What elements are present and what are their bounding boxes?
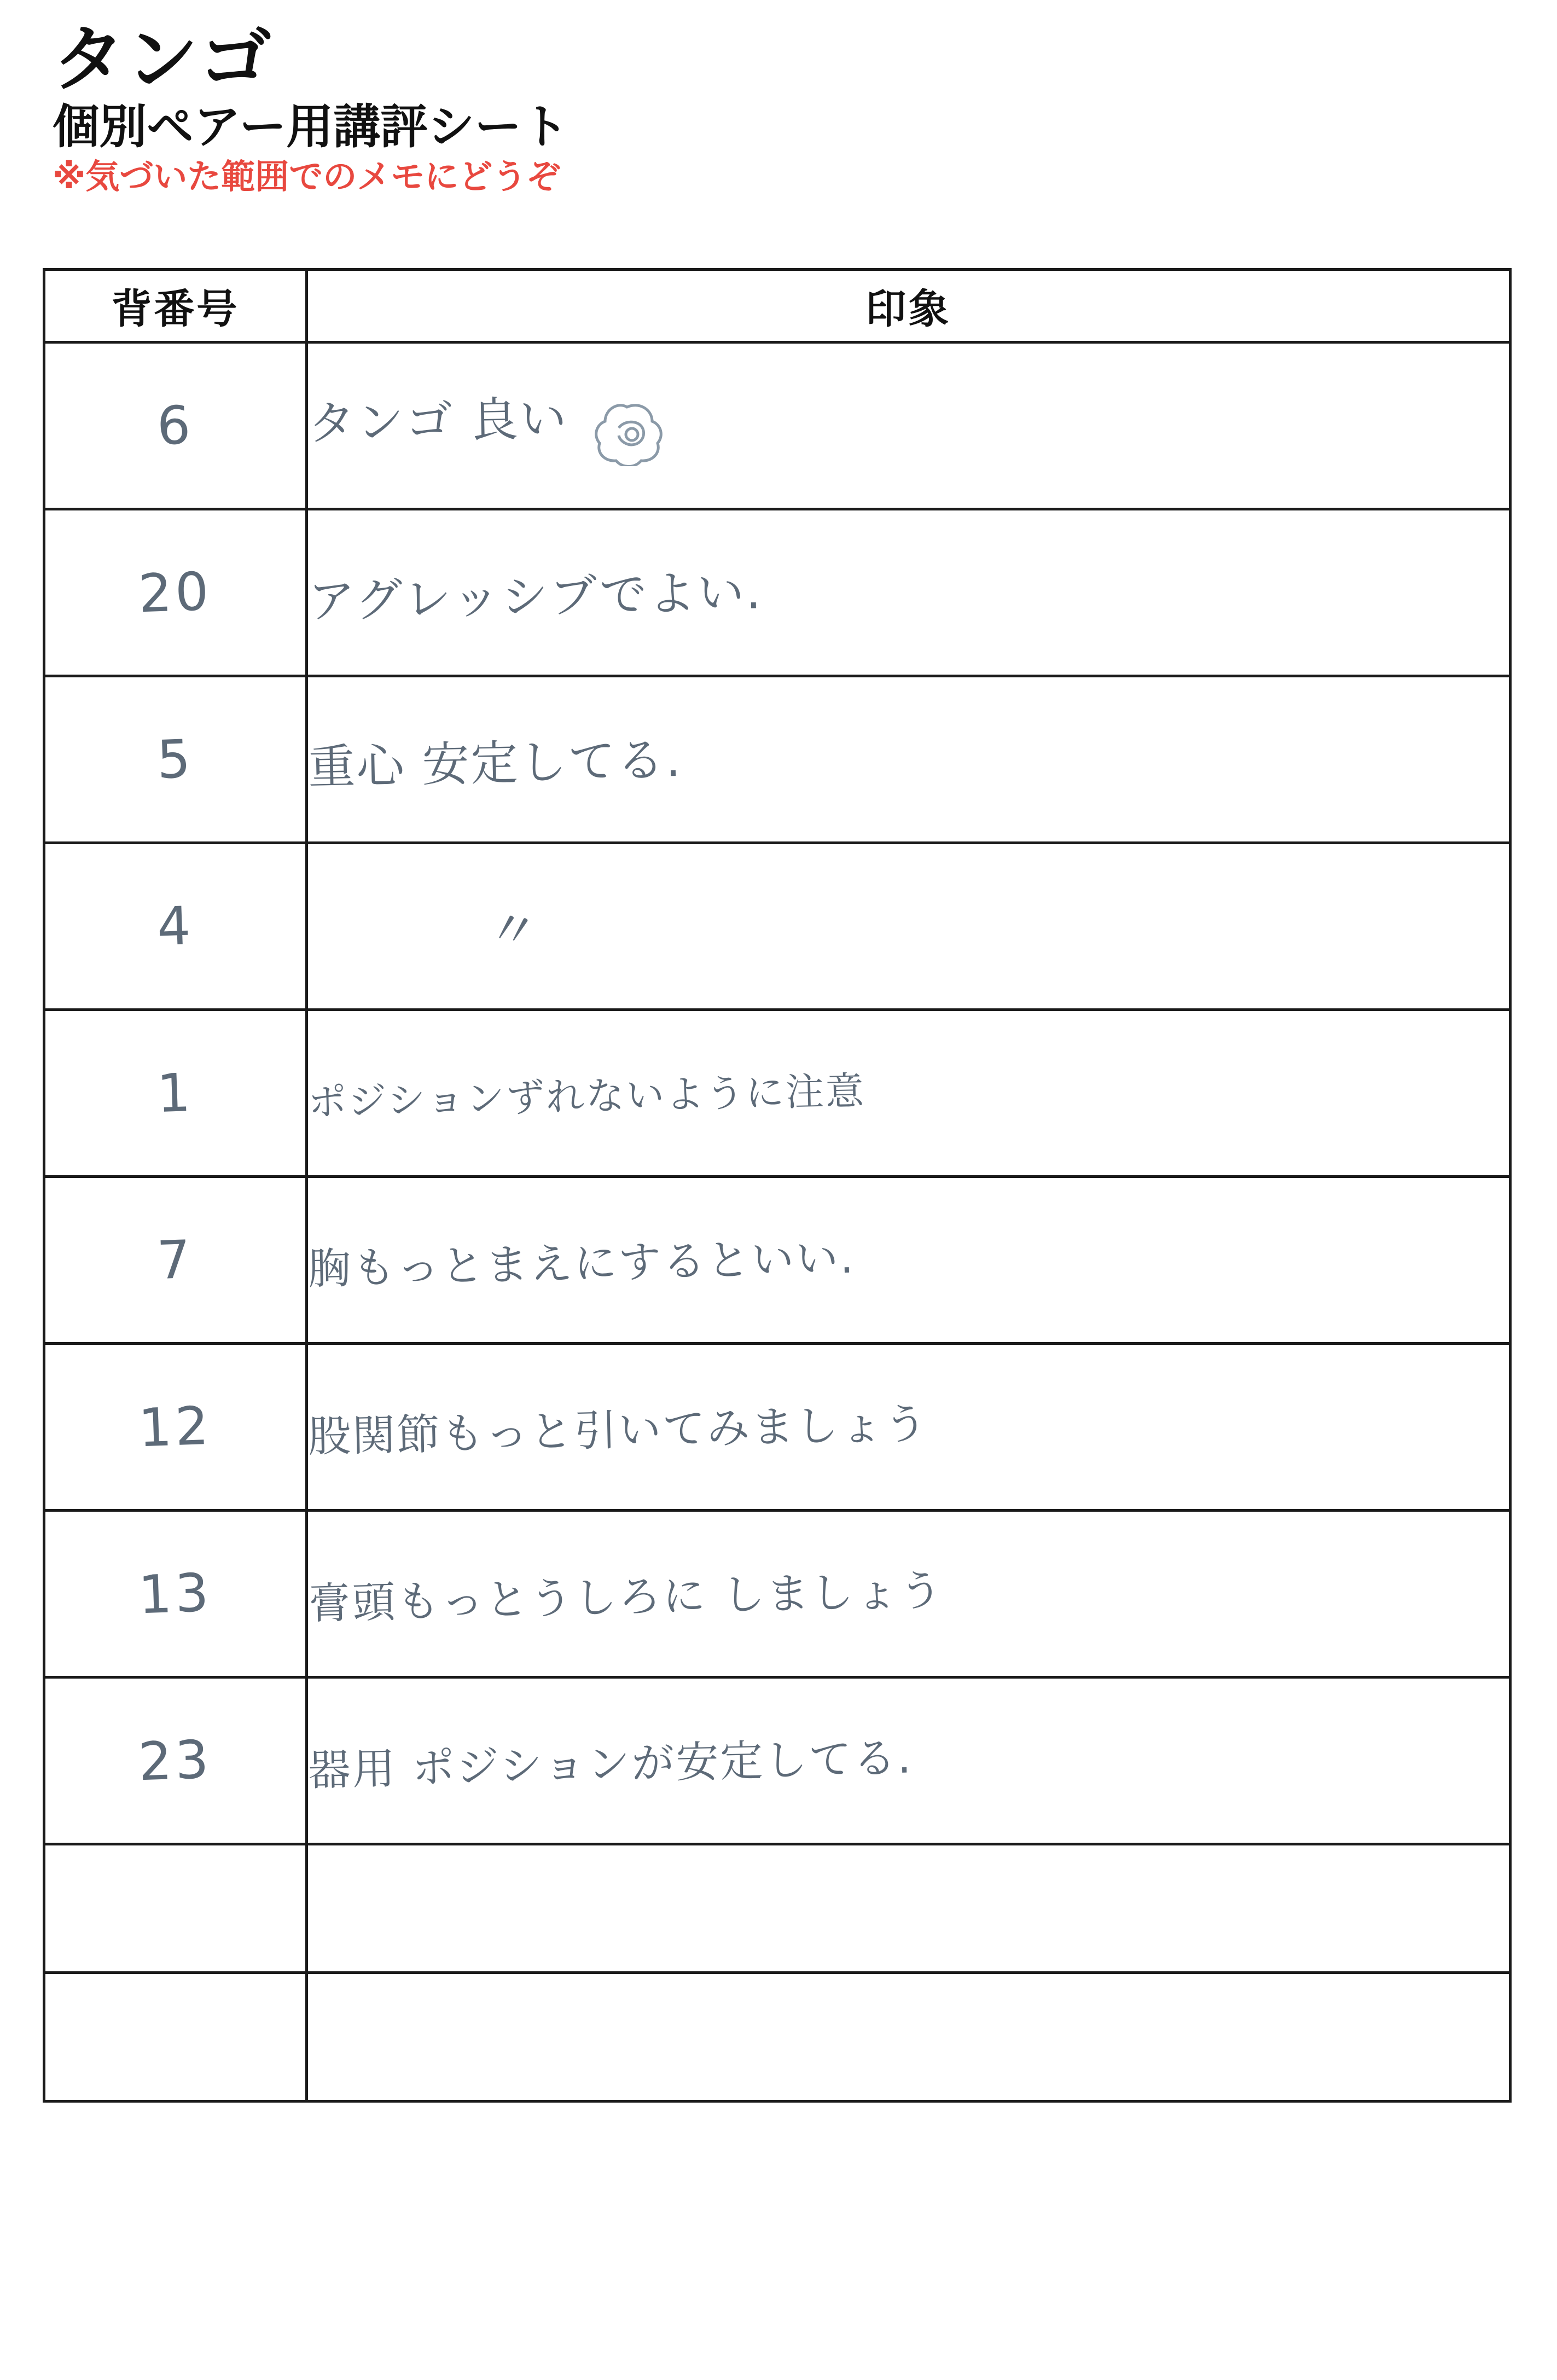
sheet-header [53,18,1475,197]
table-row [44,343,1510,509]
cell-impression [307,1010,1510,1177]
handwritten-impression: ポジションずれないように注意 [307,1067,866,1125]
table-row [44,676,1510,843]
cell-number [44,1010,307,1177]
cell-impression [307,1677,1510,1844]
cell-impression [307,676,1510,843]
handwritten-impression: タンゴ 良い [307,391,569,451]
handwritten-number: 5 [156,728,195,791]
table-row [44,1844,1510,1973]
cell-impression [307,1344,1510,1511]
table-row [44,1344,1510,1511]
page-title: タンゴ [53,18,272,102]
handwritten-number: 7 [156,1228,195,1292]
handwritten-impression: 股関節もっと引いてみましょう [307,1400,929,1462]
cell-impression [307,843,1510,1010]
cell-number [44,1344,307,1511]
handwritten-impression: アグレッシブでよい. [307,565,763,629]
handwritten-number: 13 [137,1561,213,1626]
cell-impression [307,509,1510,676]
handwritten-number: 4 [156,895,195,958]
cell-number [44,1844,307,1973]
table-row [44,843,1510,1010]
page-subtitle: 個別ペアー用講評シート [53,99,569,154]
flower-icon [586,400,668,468]
cell-impression [307,1177,1510,1344]
handwritten-number: 23 [137,1728,213,1793]
handwritten-number: 12 [137,1395,213,1459]
cell-number [44,1511,307,1677]
cell-number [44,1177,307,1344]
table-row [44,509,1510,676]
handwritten-impression: 重心 安定してる. [307,732,683,796]
table-row [44,1677,1510,1844]
handwritten-number: 1 [156,1061,195,1125]
cell-number [44,1677,307,1844]
table-row [44,1010,1510,1177]
cell-number [44,843,307,1010]
cell-number [44,343,307,509]
cell-impression [307,1844,1510,1973]
handwritten-impression: 胸もっとまえにするといい. [307,1233,856,1295]
cell-number [44,509,307,676]
handwritten-number: 20 [137,560,213,625]
column-header-impression: 印象 [307,270,1510,343]
column-header-number: 背番号 [44,270,307,343]
cell-number [44,1973,307,2102]
cell-number [44,676,307,843]
cell-impression [307,1973,1510,2102]
table-header-row [44,270,1510,343]
cell-impression [307,1511,1510,1677]
table-row [44,1973,1510,2102]
page-note: ※気づいた範囲でのメモにどうぞ [53,156,561,197]
handwritten-impression: 器用 ポジションが安定してる. [307,1733,914,1796]
evaluation-table [43,268,1512,2103]
handwritten-impression: 〃 [483,897,543,964]
handwritten-number: 6 [156,394,195,457]
table-row [44,1177,1510,1344]
table-row [44,1511,1510,1677]
handwritten-impression: 膏頭もっとうしろに しましょう [307,1566,944,1629]
cell-impression [307,343,1510,509]
